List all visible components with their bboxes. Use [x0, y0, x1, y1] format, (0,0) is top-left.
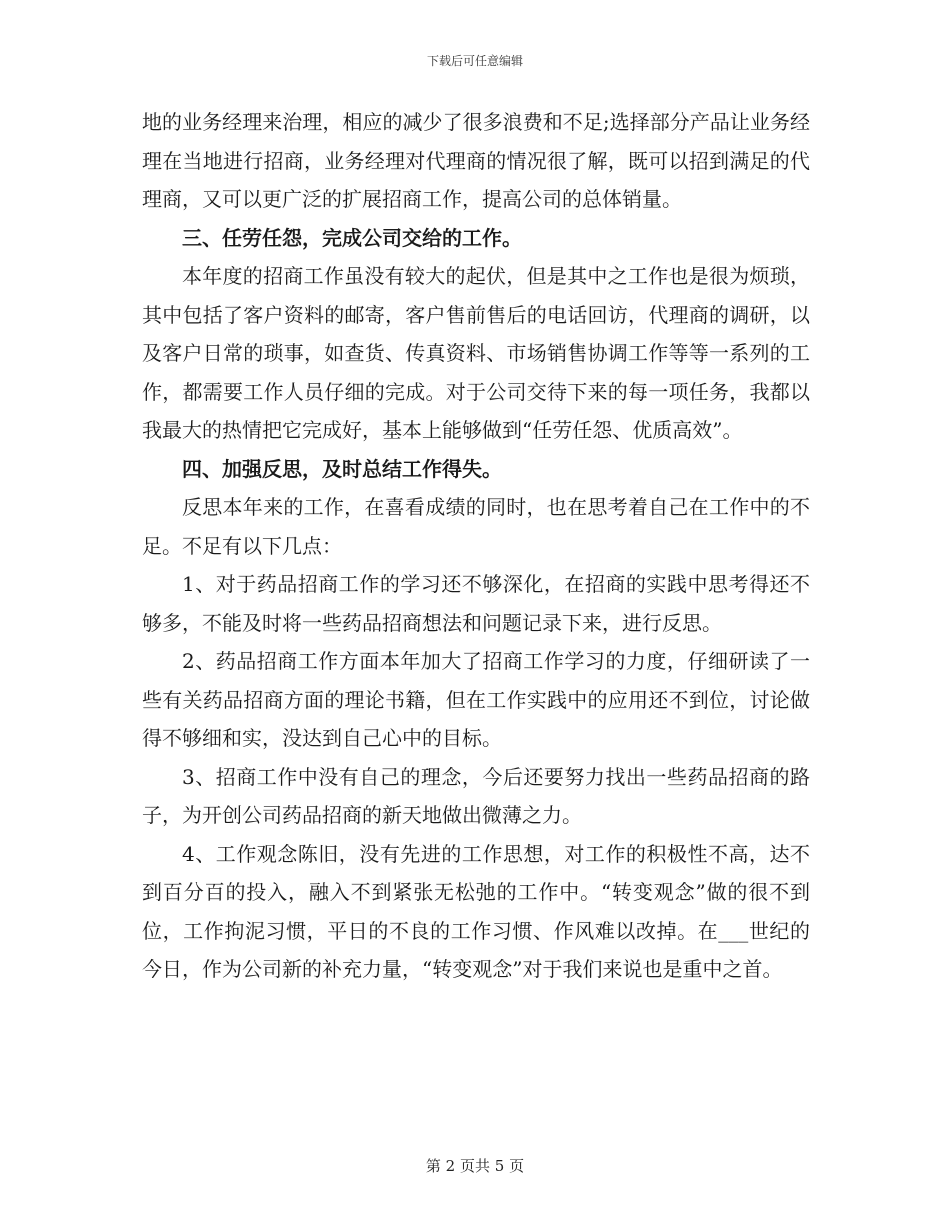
- list-item-1: 1、对于药品招商工作的学习还不够深化，在招商的实践中思考得还不够多，不能及时将一些药品招商想法和问题记录下来，进行反思。: [142, 572, 810, 635]
- page-header: 下载后可任意编辑: [426, 54, 523, 68]
- document-body: [142, 103, 810, 989]
- list-item-4: 4、工作观念陈旧，没有先进的工作思想，对工作的积极性不高，达不到百分百的投入，融入不到紧张无松弛的工作中。“转变观念”做的很不到位，工作拘泥习惯，平日的不良的工作习惯、作风难以改掉。在___世纪的今日，作为公司新的补充力量，“转变观念”对于我们来说也是重中之首。: [142, 841, 810, 981]
- paragraph-section-3: 本年度的招商工作虽没有较大的起伏，但是其中之工作也是很为烦琐，其中包括了客户资料的邮寄，客户售前售后的电话回访，代理商的调研，以及客户日常的琐事，如查货、传真资料、市场销售协调工作等等一系列的工作，都需要工作人员仔细的完成。对于公司交待下来的每一项任务，我都以我最大的热情把它完成好，基本上能够做到“任劳任怨、优质高效”。: [142, 264, 810, 442]
- section-heading-4: 四、加强反思，及时总结工作得失。: [182, 456, 502, 481]
- section-heading-3: 三、任劳任怨，完成公司交给的工作。: [182, 225, 522, 250]
- list-item-3: 3、招商工作中没有自己的理念，今后还要努力找出一些药品招商的路子，为开创公司药品招商的新天地做出微薄之力。: [142, 764, 810, 827]
- list-item-2: 2、药品招商工作方面本年加大了招商工作学习的力度，仔细研读了一些有关药品招商方面的理论书籍，但在工作实践中的应用还不到位，讨论做得不够细和实，没达到自己心中的目标。: [142, 649, 810, 750]
- paragraph-continuation: 地的业务经理来治理，相应的减少了很多浪费和不足;选择部分产品让业务经理在当地进行招商，业务经理对代理商的情况很了解，既可以招到满足的代理商，又可以更广泛的扩展招商工作，提高公司的总体销量。: [142, 110, 810, 211]
- paragraph-reflection-intro: 反思本年来的工作，在喜看成绩的同时，也在思考着自己在工作中的不足。不足有以下几点：: [142, 495, 810, 558]
- page-footer-page-number: 第 2 页共 5 页: [425, 1157, 525, 1175]
